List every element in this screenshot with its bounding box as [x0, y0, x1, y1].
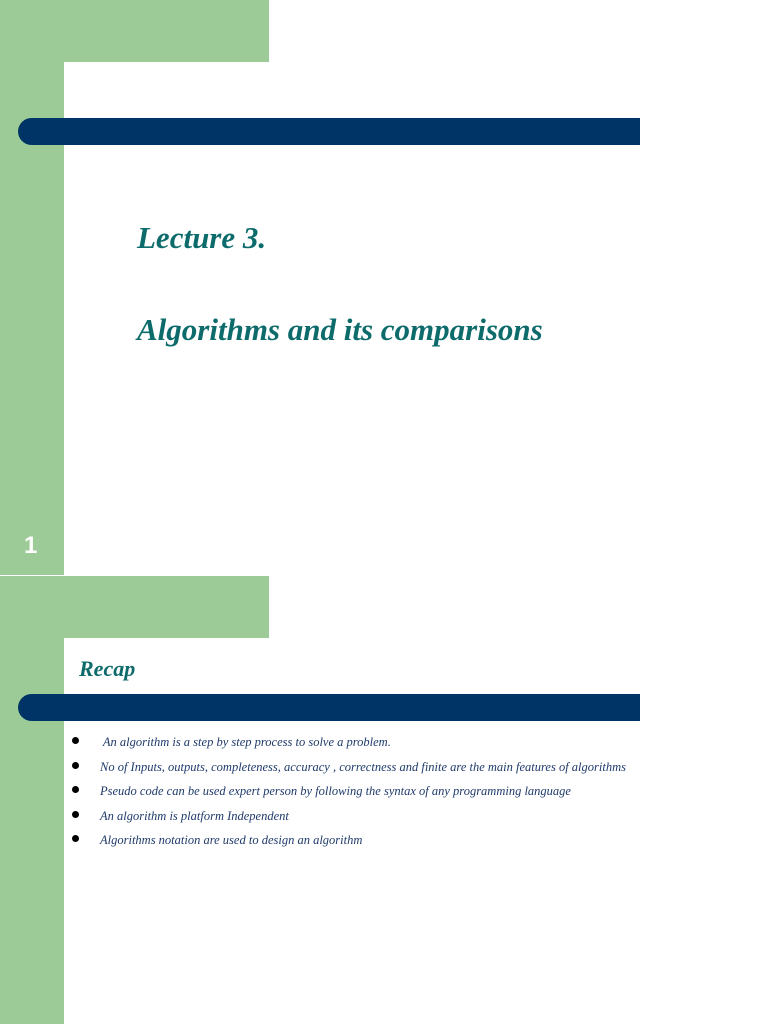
list-item [70, 830, 760, 855]
green-top-tab [64, 0, 269, 62]
list-item [70, 781, 760, 806]
bullet-text: No of Inputs, outputs, completeness, accuracy , correctness and finite are the main features of algorithms [100, 759, 626, 774]
slide-number: 1 [24, 532, 38, 559]
green-side-strip [0, 0, 64, 575]
recap-heading: Recap [79, 656, 136, 681]
bullet-text: Algorithms notation are used to design an algorithm [100, 833, 363, 847]
bullet-text: Pseudo code can be used expert person by following the syntax of any programming language [100, 784, 571, 798]
bullet-dot-icon [72, 737, 79, 744]
rounded-corner-decoration [64, 62, 124, 122]
list-item [70, 757, 760, 782]
bullet-dot-icon [72, 835, 79, 842]
green-top-tab [64, 576, 269, 638]
bullet-text: An algorithm is a step by step process to solve a problem. [100, 735, 391, 749]
slide-title-line-1: Lecture 3. [137, 220, 267, 255]
recap-bullet-list [70, 732, 760, 855]
bullet-text: An algorithm is platform Independent [100, 808, 289, 823]
green-side-strip [0, 576, 64, 1024]
bullet-dot-icon [72, 811, 79, 818]
bullet-dot-icon [72, 786, 79, 793]
navy-title-bar [18, 118, 640, 145]
slide-title-line-2: Algorithms and its comparisons [137, 312, 543, 347]
slide-2 [0, 576, 768, 1024]
bullet-dot-icon [72, 762, 79, 769]
list-item [70, 806, 760, 831]
navy-title-bar [18, 694, 640, 721]
list-item [70, 732, 760, 757]
